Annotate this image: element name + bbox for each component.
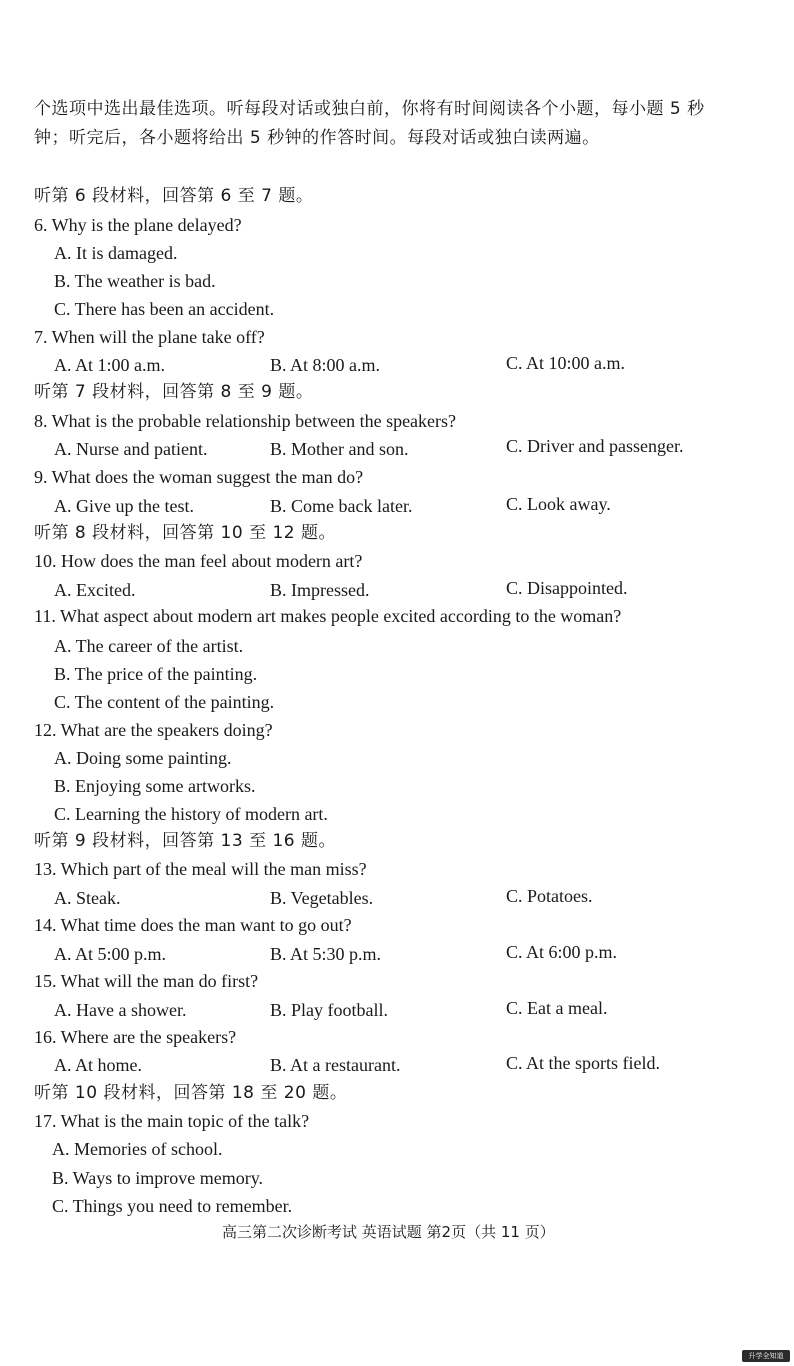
option-b: B. The weather is bad. (54, 271, 216, 291)
intro-line-2: 钟；听完后，各小题将给出 5 秒钟的作答时间。每段对话或独白读两遍。 (34, 128, 600, 148)
question-stem: 12. What are the speakers doing? (34, 720, 273, 740)
question-stem: 16. Where are the speakers? (34, 1027, 237, 1047)
question-stem: 14. What time does the man want to go out? (34, 915, 352, 935)
option-c: C. Potatoes. (506, 886, 593, 906)
page-footer: 高三第二次诊断考试 英语试题 第2页（共 11 页） (222, 1223, 555, 1241)
option-c: C. Look away. (506, 494, 611, 514)
option-a: A. Doing some painting. (54, 748, 232, 768)
option-b: B. Ways to improve memory. (52, 1168, 264, 1188)
option-c: C. Things you need to remember. (52, 1196, 293, 1216)
section-header: 听第 6 段材料，回答第 6 至 7 题。 (34, 186, 314, 206)
option-a: A. Nurse and patient. (54, 439, 208, 459)
watermark-logo: 升学全知道 (742, 1350, 790, 1362)
option-a: A. The career of the artist. (54, 636, 244, 656)
question-stem: 13. Which part of the meal will the man miss? (34, 859, 367, 879)
section-header: 听第 7 段材料，回答第 8 至 9 题。 (34, 382, 314, 402)
question-stem: 6. Why is the plane delayed? (34, 215, 242, 235)
option-a: A. At home. (54, 1055, 142, 1075)
option-b: B. At a restaurant. (270, 1055, 401, 1075)
option-c: C. Learning the history of modern art. (54, 804, 328, 824)
option-a: A. Steak. (54, 888, 121, 908)
option-b: B. Play football. (270, 1000, 388, 1020)
question-stem: 17. What is the main topic of the talk? (34, 1111, 310, 1131)
option-a: A. Excited. (54, 580, 136, 600)
option-b: B. At 8:00 a.m. (270, 355, 381, 375)
option-c: C. At the sports field. (506, 1053, 660, 1073)
section-header: 听第 10 段材料，回答第 18 至 20 题。 (34, 1083, 348, 1103)
question-stem: 8. What is the probable relationship between the speakers? (34, 411, 457, 431)
option-a: A. Give up the test. (54, 496, 194, 516)
option-b: B. The price of the painting. (54, 664, 258, 684)
section-header: 听第 8 段材料，回答第 10 至 12 题。 (34, 523, 337, 543)
option-b: B. Enjoying some artworks. (54, 776, 256, 796)
option-a: A. At 5:00 p.m. (54, 944, 167, 964)
option-a: A. Memories of school. (52, 1139, 223, 1159)
option-c: C. Driver and passenger. (506, 436, 684, 456)
question-stem: 15. What will the man do first? (34, 971, 259, 991)
option-b: B. Come back later. (270, 496, 413, 516)
option-c: C. At 6:00 p.m. (506, 942, 618, 962)
option-c: C. Disappointed. (506, 578, 628, 598)
question-stem: 11. What aspect about modern art makes people excited according to the woman? (34, 606, 622, 626)
question-stem: 10. How does the man feel about modern art? (34, 551, 363, 571)
option-b: B. Vegetables. (270, 888, 374, 908)
option-a: A. Have a shower. (54, 1000, 187, 1020)
option-b: B. Impressed. (270, 580, 370, 600)
question-stem: 7. When will the plane take off? (34, 327, 265, 347)
option-c: C. Eat a meal. (506, 998, 608, 1018)
option-c: C. At 10:00 a.m. (506, 353, 626, 373)
question-stem: 9. What does the woman suggest the man do? (34, 467, 364, 487)
option-b: B. At 5:30 p.m. (270, 944, 382, 964)
section-header: 听第 9 段材料，回答第 13 至 16 题。 (34, 831, 337, 851)
intro-line-1: 个选项中选出最佳选项。听每段对话或独白前，你将有时间阅读各个小题，每小题 5 秒 (34, 99, 705, 119)
option-c: C. There has been an accident. (54, 299, 275, 319)
option-a: A. It is damaged. (54, 243, 178, 263)
option-b: B. Mother and son. (270, 439, 409, 459)
option-a: A. At 1:00 a.m. (54, 355, 165, 375)
option-c: C. The content of the painting. (54, 692, 275, 712)
